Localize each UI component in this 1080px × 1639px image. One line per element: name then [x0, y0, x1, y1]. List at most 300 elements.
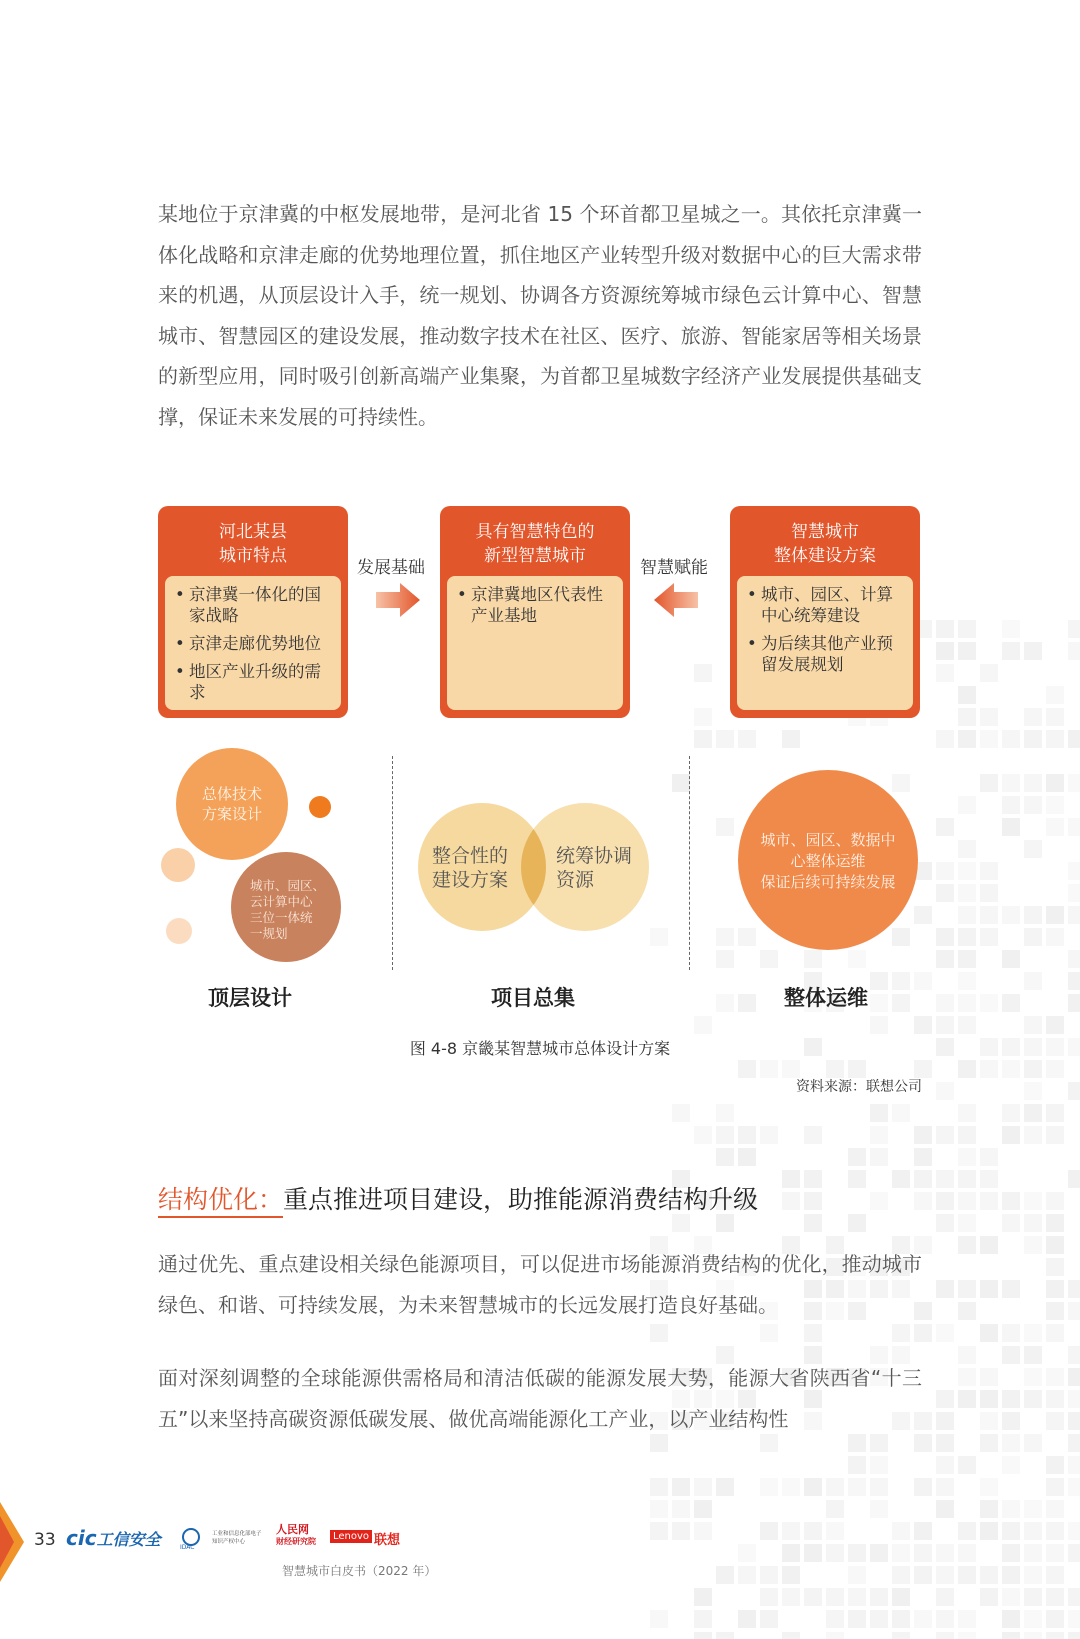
decorative-dot: [309, 796, 331, 818]
pixel-square: [980, 1478, 998, 1496]
pixel-square: [1024, 1632, 1042, 1639]
pixel-square: [1046, 1104, 1064, 1122]
pixel-square: [738, 928, 756, 946]
pixel-square: [980, 1060, 998, 1078]
pixel-square: [1002, 620, 1020, 638]
pixel-square: [936, 862, 954, 880]
pixel-square: [914, 1478, 932, 1496]
pixel-square: [936, 1390, 954, 1408]
pixel-square: [1068, 1478, 1080, 1496]
pixel-square: [958, 928, 976, 946]
pixel-square: [1068, 1456, 1080, 1474]
pixel-square: [958, 1060, 976, 1078]
pixel-square: [958, 1302, 976, 1320]
pixel-square: [936, 884, 954, 902]
pixel-square: [870, 1588, 888, 1606]
pixel-square: [870, 994, 888, 1012]
pixel-square: [980, 862, 998, 880]
pixel-square: [760, 1324, 778, 1342]
pixel-square: [1024, 1236, 1042, 1254]
pixel-square: [782, 1632, 800, 1639]
pixel-square: [958, 1170, 976, 1188]
heading-accent: 结构优化：: [158, 1185, 283, 1218]
pixel-square: [958, 1104, 976, 1122]
pixel-square: [1002, 1434, 1020, 1452]
pixel-square: [1024, 906, 1042, 924]
pixel-square: [936, 1170, 954, 1188]
pixel-square: [1068, 972, 1080, 990]
pixel-square: [1068, 994, 1080, 1012]
pixel-square: [980, 1412, 998, 1430]
pixel-square: [936, 1500, 954, 1518]
pixel-square: [804, 1522, 822, 1540]
pixel-square: [914, 972, 932, 990]
pixel-square: [848, 1478, 866, 1496]
pixel-square: [1002, 1390, 1020, 1408]
pixel-square: [936, 664, 954, 682]
pixel-square: [804, 1544, 822, 1562]
pixel-square: [958, 1566, 976, 1584]
pixel-square: [694, 1500, 712, 1518]
pixel-square: [650, 1324, 668, 1342]
pixel-square: [892, 994, 910, 1012]
pixel-square: [1068, 1632, 1080, 1639]
pixel-square: [1068, 862, 1080, 880]
pixel-square: [958, 1346, 976, 1364]
pixel-square: [1068, 884, 1080, 902]
pixel-square: [1024, 1368, 1042, 1386]
pixel-square: [694, 1126, 712, 1144]
pixel-square: [804, 950, 822, 968]
pixel-square: [672, 1478, 690, 1496]
pixel-square: [1024, 1544, 1042, 1562]
pixel-square: [936, 950, 954, 968]
pixel-square: [694, 1478, 712, 1496]
pixel-square: [892, 1170, 910, 1188]
pixel-square: [914, 1192, 932, 1210]
pixel-square: [958, 1192, 976, 1210]
pixel-square: [782, 1192, 800, 1210]
card-overall-plan: [730, 506, 920, 718]
pixel-square: [958, 1214, 976, 1232]
pixel-square: [716, 1478, 734, 1496]
pixel-square: [936, 620, 954, 638]
pixel-square: [1002, 950, 1020, 968]
pixel-square: [760, 1478, 778, 1496]
pixel-square: [1024, 1588, 1042, 1606]
pixel-square: [848, 1214, 866, 1232]
circle-overall-operation-label: 城市、园区、数据中 心整体运维 保证后续可持续发展: [760, 831, 896, 891]
pixel-square: [1046, 1566, 1064, 1584]
card-city-features: [158, 506, 348, 718]
pixel-square: [980, 1192, 998, 1210]
pixel-square: [1024, 1104, 1042, 1122]
pixel-square: [958, 620, 976, 638]
pixel-square: [1068, 1170, 1080, 1188]
pixel-square: [1046, 1016, 1064, 1034]
flow-label-foundation: 发展基础: [357, 558, 425, 578]
pixel-square: [936, 1610, 954, 1628]
pixel-square: [892, 1632, 910, 1639]
pixel-square: [1002, 1588, 1020, 1606]
pixel-square: [1046, 1390, 1064, 1408]
pixel-square: [760, 950, 778, 968]
paragraph-structure: 通过优先、重点建设相关绿色能源项目，可以促进市场能源消费结构的优化，推动城市绿色、和谐、可持续发展，为未来智慧城市的长远发展打造良好基础。: [158, 1252, 922, 1317]
pixel-square: [980, 906, 998, 924]
pixel-square: [826, 1632, 844, 1639]
pixel-square: [694, 1588, 712, 1606]
pixel-square: [1024, 1060, 1042, 1078]
pixel-square: [914, 1544, 932, 1562]
pixel-square: [936, 1126, 954, 1144]
section-heading: [158, 1180, 758, 1216]
pixel-square: [980, 1324, 998, 1342]
pixel-square: [782, 1478, 800, 1496]
pixel-square: [958, 1280, 976, 1298]
pixel-square: [1046, 906, 1064, 924]
pixel-square: [738, 730, 756, 748]
pixel-square: [1068, 1346, 1080, 1364]
pixel-square: [936, 1588, 954, 1606]
pixel-square: [980, 1368, 998, 1386]
pixel-square: [804, 1126, 822, 1144]
pixel-square: [958, 1236, 976, 1254]
pixel-square: [936, 730, 954, 748]
pixel-square: [650, 1610, 668, 1628]
pixel-square: [804, 1478, 822, 1496]
pixel-square: [980, 1434, 998, 1452]
pixel-square: [1002, 818, 1020, 836]
footer-logos: [66, 1524, 416, 1554]
pixel-square: [1002, 994, 1020, 1012]
pixel-square: [716, 928, 734, 946]
pixel-square: [672, 1500, 690, 1518]
pixel-square: [694, 1016, 712, 1034]
pixel-square: [1068, 1302, 1080, 1320]
pixel-square: [958, 950, 976, 968]
pixel-square: [958, 1126, 976, 1144]
pixel-square: [694, 1522, 712, 1540]
pixel-square: [650, 1522, 668, 1540]
pixel-square: [1046, 730, 1064, 748]
pixel-square: [980, 928, 998, 946]
pixel-square: [870, 1500, 888, 1518]
pixel-square: [1046, 1500, 1064, 1518]
pixel-square: [826, 1544, 844, 1562]
pixel-square: [1046, 1588, 1064, 1606]
pixel-square: [980, 994, 998, 1012]
card-body: [165, 576, 341, 710]
section-title-top-design: 顶层设计: [208, 986, 292, 1010]
pixel-square: [1002, 1214, 1020, 1232]
section-title-operation: 整体运维: [784, 986, 868, 1010]
pixel-square: [1068, 950, 1080, 968]
venn-left-label: 整合性的 建设方案: [432, 845, 509, 891]
list-item: • 京津冀一体化的国家战略: [173, 584, 333, 626]
pixel-square: [716, 730, 734, 748]
pixel-square: [1024, 1324, 1042, 1342]
pixel-square: [738, 1566, 756, 1584]
pixel-square: [1024, 796, 1042, 814]
pixel-square: [1024, 840, 1042, 858]
pixel-square: [782, 1566, 800, 1584]
pixel-square: [804, 1170, 822, 1188]
pixel-square: [892, 1522, 910, 1540]
circle-tech-design-label: 总体技术 方案设计: [201, 785, 262, 823]
pixel-square: [936, 1412, 954, 1430]
pixel-square: [958, 972, 976, 990]
pixel-square: [804, 1214, 822, 1232]
section-title-project: 项目总集: [491, 986, 575, 1010]
pixel-square: [694, 730, 712, 748]
pixel-square: [1046, 796, 1064, 814]
card-smart-city-type: [440, 506, 630, 718]
pixel-square: [804, 1192, 822, 1210]
pixel-square: [1046, 1258, 1064, 1276]
footer-title: 智慧城市白皮书（2022 年）: [282, 1564, 437, 1578]
pixel-square: [936, 1566, 954, 1584]
pixel-square: [694, 708, 712, 726]
pixel-square: [1002, 1522, 1020, 1540]
circle-unified-plan-label: 城市、园区、 云计算中心 三位一体统 一规划: [250, 878, 326, 941]
pixel-square: [716, 1126, 734, 1144]
pixel-square: [1024, 1610, 1042, 1628]
pixel-square: [936, 1214, 954, 1232]
pixel-square: [870, 1478, 888, 1496]
pixel-square: [1002, 1346, 1020, 1364]
pixel-square: [1002, 774, 1020, 792]
pixel-square: [1002, 1456, 1020, 1474]
pixel-square: [958, 1456, 976, 1474]
pixel-square: [1024, 1500, 1042, 1518]
pixel-square: [672, 774, 690, 792]
pixel-square: [1024, 1522, 1042, 1540]
pixel-square: [1024, 730, 1042, 748]
pixel-square: [892, 1566, 910, 1584]
pixel-square: [650, 1478, 668, 1496]
pixel-square: [1068, 1390, 1080, 1408]
pixel-square: [760, 1126, 778, 1144]
pixel-square: [1046, 1192, 1064, 1210]
pixel-square: [958, 994, 976, 1012]
pixel-square: [650, 1500, 668, 1518]
pixel-square: [958, 1544, 976, 1562]
pixel-square: [1024, 1082, 1042, 1100]
pixel-square: [848, 1610, 866, 1628]
pixel-square: [958, 840, 976, 858]
pixel-square: [1046, 686, 1064, 704]
logo-people: 人民网 财经研究院: [276, 1523, 316, 1546]
pixel-square: [936, 994, 954, 1012]
pixel-square: [694, 664, 712, 682]
pixel-square: [980, 1500, 998, 1518]
pixel-square: [936, 1456, 954, 1474]
pixel-square: [716, 1214, 734, 1232]
list-item: • 京津冀地区代表性产业基地: [455, 584, 615, 626]
pixel-square: [870, 1104, 888, 1122]
pixel-square: [914, 1522, 932, 1540]
pixel-square: [1024, 1126, 1042, 1144]
pixel-square: [1024, 1566, 1042, 1584]
pixel-square: [1002, 1544, 1020, 1562]
pixel-square: [980, 730, 998, 748]
pixel-square: [1046, 1324, 1064, 1342]
pixel-square: [914, 1126, 932, 1144]
pixel-square: [716, 1104, 734, 1122]
pixel-square: [782, 1544, 800, 1562]
pixel-square: [1046, 774, 1064, 792]
pixel-square: [1002, 1280, 1020, 1298]
pixel-square: [1046, 1060, 1064, 1078]
pixel-square: [1068, 1434, 1080, 1452]
list-item: • 为后续其他产业预留发展规划: [745, 633, 905, 675]
pixel-square: [958, 1632, 976, 1639]
pixel-square: [760, 1522, 778, 1540]
pixel-square: [760, 1588, 778, 1606]
pixel-square: [738, 1126, 756, 1144]
pixel-square: [848, 1588, 866, 1606]
pixel-square: [914, 1148, 932, 1166]
pixel-square: [958, 1522, 976, 1540]
pixel-square: [936, 1632, 954, 1639]
pixel-square: [738, 1610, 756, 1628]
pixel-square: [958, 796, 976, 814]
pixel-square: [1068, 1610, 1080, 1628]
pixel-square: [716, 1148, 734, 1166]
pixel-square: [848, 1170, 866, 1188]
pixel-square: [826, 1522, 844, 1540]
pixel-square: [804, 1324, 822, 1342]
pixel-square: [1068, 1588, 1080, 1606]
pixel-square: [650, 928, 668, 946]
pixel-square: [936, 1434, 954, 1452]
pixel-square: [958, 642, 976, 660]
pixel-square: [716, 1566, 734, 1584]
pixel-square: [870, 1192, 888, 1210]
pixel-square: [1068, 818, 1080, 836]
pixel-square: [980, 884, 998, 902]
pixel-square: [870, 1126, 888, 1144]
pixel-square: [694, 1632, 712, 1639]
pixel-square: [980, 1588, 998, 1606]
pixel-square: [1002, 730, 1020, 748]
pixel-square: [1024, 1390, 1042, 1408]
pixel-square: [958, 730, 976, 748]
pixel-square: [980, 664, 998, 682]
pixel-square: [760, 1610, 778, 1628]
pixel-square: [980, 1522, 998, 1540]
pixel-square: [1046, 1368, 1064, 1386]
pixel-square: [958, 1390, 976, 1408]
pixel-square: [1068, 1522, 1080, 1540]
pixel-square: [782, 1170, 800, 1188]
pixel-pattern-decoration: [650, 620, 1080, 1639]
list-item: • 城市、园区、计算中心统筹建设: [745, 584, 905, 626]
pixel-square: [980, 1280, 998, 1298]
pixel-square: [826, 1588, 844, 1606]
pixel-square: [1068, 1544, 1080, 1562]
pixel-square: [1024, 972, 1042, 990]
paragraph-energy: 面对深刻调整的全球能源供需格局和清洁低碳的能源发展大势，能源大省陕西省“十三五”以来坚持高碳资源低碳发展、做优高端能源化工产业，以产业结构性: [158, 1366, 922, 1431]
pixel-square: [980, 774, 998, 792]
card-title: 河北某县 城市特点: [219, 522, 287, 566]
list-item: • 地区产业升级的需求: [173, 661, 333, 703]
heading-text: 重点推进项目建设，助推能源消费结构升级: [283, 1185, 759, 1214]
pixel-square: [892, 972, 910, 990]
pixel-square: [936, 928, 954, 946]
pixel-square: [738, 1060, 756, 1078]
venn-right-label: 统筹协调 资源: [556, 845, 633, 891]
pixel-square: [870, 972, 888, 990]
pixel-square: [958, 906, 976, 924]
pixel-square: [672, 1522, 690, 1540]
pixel-square: [870, 1016, 888, 1034]
pixel-square: [936, 818, 954, 836]
pixel-square: [936, 1192, 954, 1210]
pixel-square: [892, 1544, 910, 1562]
pixel-square: [1002, 1500, 1020, 1518]
pixel-square: [1068, 1368, 1080, 1386]
pixel-square: [914, 1610, 932, 1628]
pixel-square: [936, 1016, 954, 1034]
pixel-square: [1046, 1302, 1064, 1320]
pixel-square: [1068, 1082, 1080, 1100]
pixel-square: [892, 1324, 910, 1342]
pixel-square: [694, 1610, 712, 1628]
pixel-square: [1024, 1016, 1042, 1034]
arrow-left-icon: [654, 583, 698, 617]
pixel-square: [1046, 1610, 1064, 1628]
pixel-square: [848, 1456, 866, 1474]
flow-label-empower: 智慧赋能: [640, 558, 708, 578]
pixel-square: [1068, 1412, 1080, 1430]
pixel-square: [1002, 1060, 1020, 1078]
pixel-square: [1024, 1192, 1042, 1210]
pixel-square: [1046, 1412, 1064, 1430]
pixel-square: [1046, 818, 1064, 836]
pixel-square: [804, 1588, 822, 1606]
page-number: 33: [34, 1530, 56, 1550]
pixel-square: [782, 1522, 800, 1540]
pixel-square: [1024, 774, 1042, 792]
logo-idac: IDAC: [180, 1544, 195, 1551]
pixel-square: [892, 928, 910, 946]
pixel-square: [1046, 1214, 1064, 1232]
pixel-square: [1046, 1126, 1064, 1144]
pixel-square: [1002, 1412, 1020, 1430]
pixel-square: [914, 1324, 932, 1342]
pixel-square: [958, 884, 976, 902]
pixel-square: [1046, 928, 1064, 946]
intro-paragraph: 某地位于京津冀的中枢发展地带，是河北省 15 个环首都卫星城之一。其依托京津冀一体化战略和京津走廊的优势地理位置，抓住地区产业转型升级对数据中心的巨大需求带来的机遇，从顶层设计入手，统一规划、协调各方资源统筹城市绿色云计算中心、智慧城市、智慧园区的建设发展，推动数字技术在社区、医疗、旅游、智能家居等相关场景的新型应用，同时吸引创新高端产业集聚，为首都卫星城数字经济产业发展提供基础支撑，保证未来发展的可持续性。: [158, 202, 922, 429]
pixel-square: [1024, 1434, 1042, 1452]
pixel-square: [1068, 730, 1080, 748]
pixel-square: [760, 1566, 778, 1584]
pixel-square: [958, 1148, 976, 1166]
logo-lenovo-cn: 联想: [374, 1533, 401, 1548]
dashed-divider: [689, 756, 690, 970]
list-item: • 京津走廊优势地位: [173, 633, 333, 654]
pixel-square: [1002, 906, 1020, 924]
pixel-square: [1024, 928, 1042, 946]
pixel-square: [738, 1148, 756, 1166]
pixel-square: [1046, 1456, 1064, 1474]
pixel-square: [782, 730, 800, 748]
pixel-square: [892, 1104, 910, 1122]
pixel-square: [826, 1610, 844, 1628]
pixel-square: [738, 1544, 756, 1562]
pixel-square: [782, 1588, 800, 1606]
